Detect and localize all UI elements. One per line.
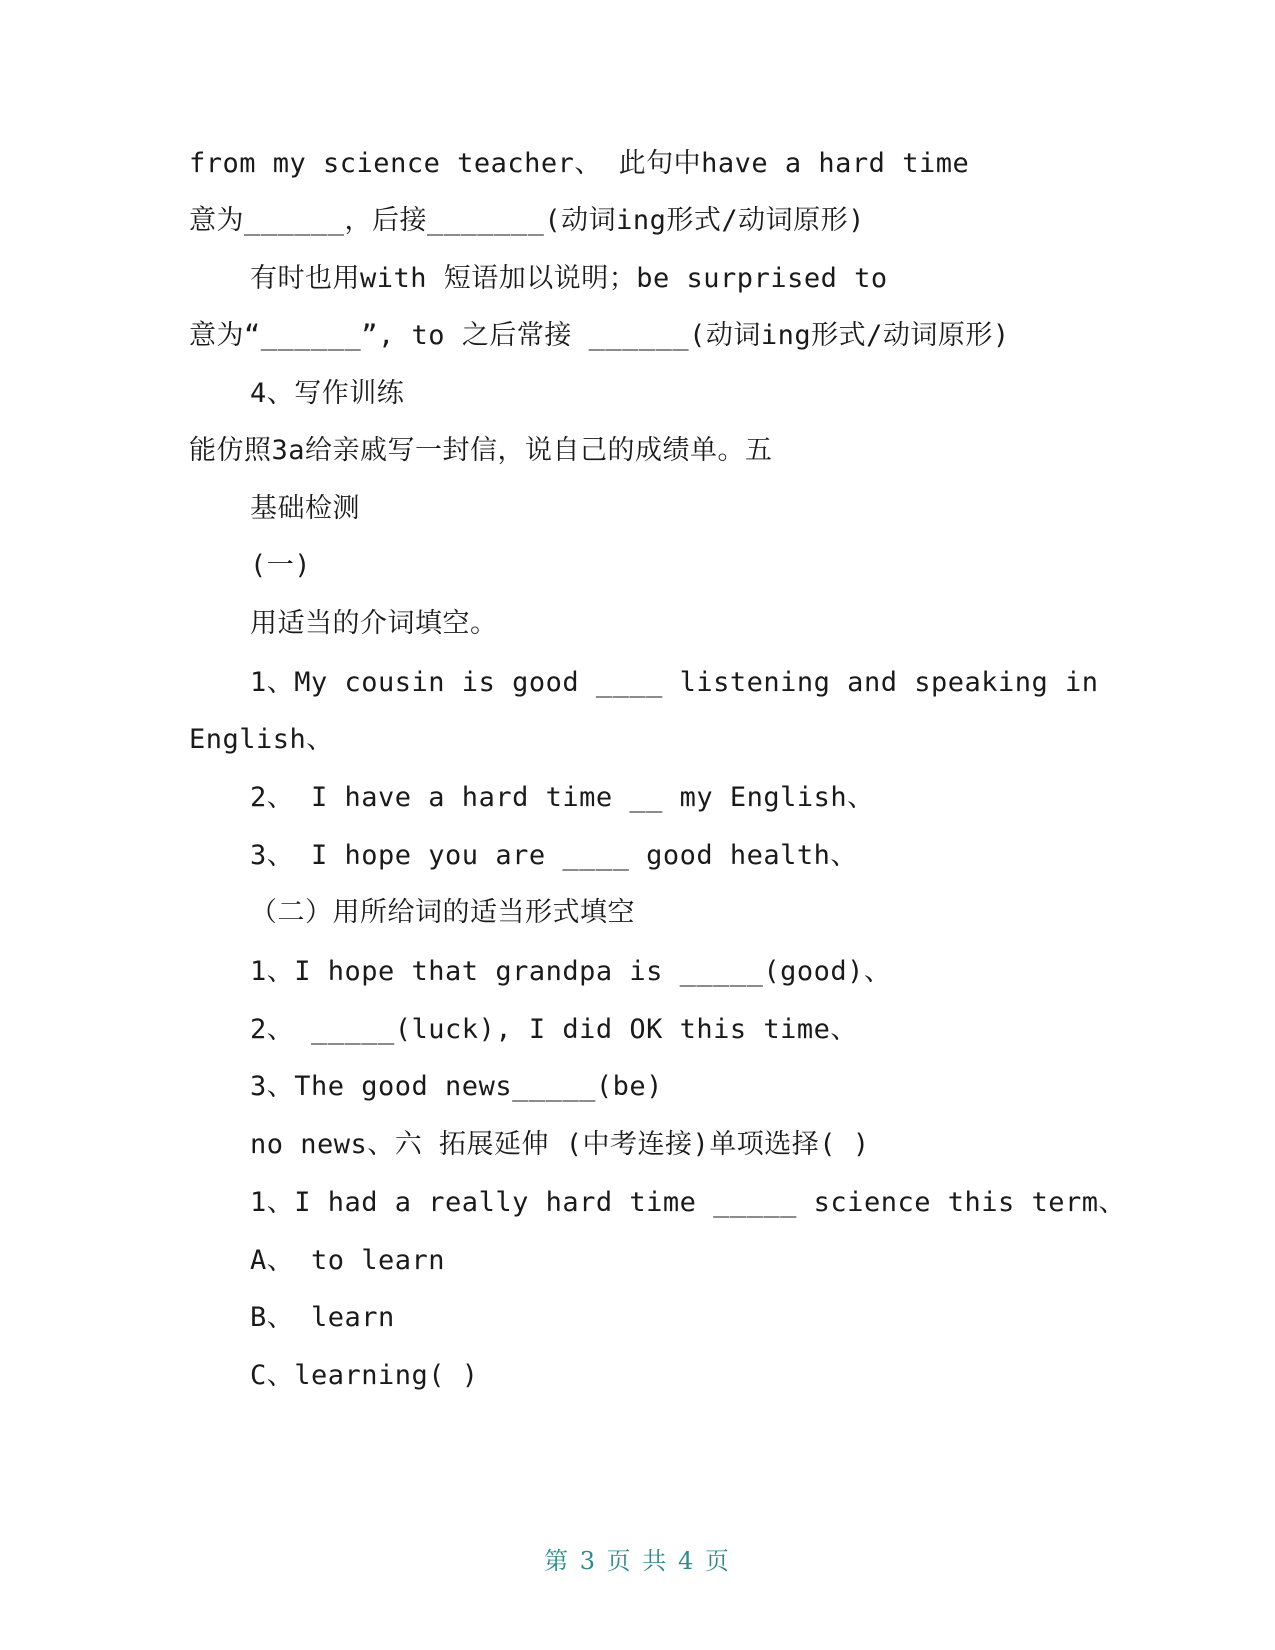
text-line-2: 意为______，后接_______(动词ing形式/动词原形) [189, 205, 865, 236]
subsection-label-1: (一) [250, 550, 312, 581]
instruction-prepositions: 用适当的介词填空。 [250, 608, 498, 639]
exercise-1-1-cont: English、 [189, 724, 334, 755]
page-number-footer: 第 3 页 共 4 页 [544, 1547, 731, 1575]
exercise-1-3: 3、 I hope you are ____ good health、 [250, 840, 858, 871]
text-line-1: from my science teacher、 此句中have a hard time [189, 148, 970, 179]
section-heading-extension: no news、六 拓展延伸 (中考连接)单项选择( ) [250, 1129, 870, 1160]
choice-option-b: B、 learn [250, 1302, 395, 1333]
choice-option-a: A、 to learn [250, 1245, 446, 1276]
subsection-label-2: （二）用所给词的适当形式填空 [250, 897, 635, 928]
exercise-2-2: 2、 _____(luck), I did OK this time、 [250, 1014, 858, 1045]
choice-option-c: C、learning( ) [250, 1360, 479, 1391]
exercise-2-3: 3、The good news_____(be) [250, 1071, 663, 1102]
choice-question-1: 1、I had a really hard time _____ science this term、 [250, 1187, 1127, 1218]
text-line-3: 有时也用with 短语加以说明；be surprised to [250, 263, 888, 294]
section-heading-writing: 4、写作训练 [250, 378, 405, 409]
exercise-1-2: 2、 I have a hard time __ my English、 [250, 782, 875, 813]
exercise-1-1: 1、My cousin is good ____ listening and speaking in [250, 667, 1099, 698]
text-line-4: 意为“______”, to 之后常接 ______(动词ing形式/动词原形) [189, 320, 1010, 351]
exercise-2-1: 1、I hope that grandpa is _____(good)、 [250, 956, 892, 987]
text-line-6: 能仿照3a给亲戚写一封信，说自己的成绩单。五 [189, 435, 773, 466]
section-heading-basic-test: 基础检测 [250, 493, 360, 524]
